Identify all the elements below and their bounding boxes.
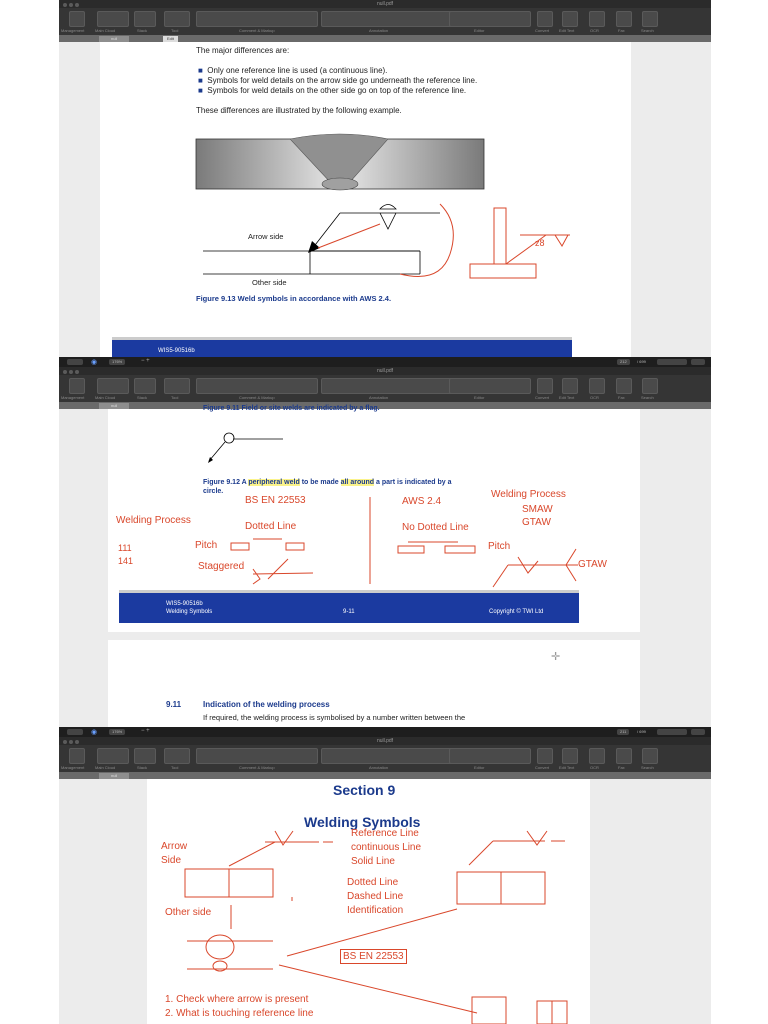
nav-buttons[interactable] xyxy=(657,359,687,365)
toolbar-label: Search xyxy=(641,765,654,770)
toolbar-label: Fax xyxy=(618,395,625,400)
toolbar-label: Annotation xyxy=(369,765,389,770)
toolbar-label: Editor xyxy=(474,395,485,400)
zoom-select[interactable]: 176% xyxy=(109,729,125,735)
toolbar-label: Edit Text xyxy=(559,395,575,400)
editor-tools[interactable] xyxy=(449,11,531,27)
note-no-dotted: No Dotted Line xyxy=(402,522,469,533)
note-other-side: Other side xyxy=(165,907,212,918)
note-bs: BS EN 22553 xyxy=(245,495,306,506)
note-dotted: Dotted Line xyxy=(245,521,297,532)
pdf-window-1 xyxy=(59,0,711,357)
view-icon[interactable]: ◉ xyxy=(91,729,98,736)
caption-prefix: Figure 9.12 A xyxy=(203,479,249,486)
toolbar-label: Search xyxy=(641,395,654,400)
fax-button[interactable] xyxy=(616,378,632,394)
note-arrow: Arrow xyxy=(161,841,188,852)
stack-button[interactable] xyxy=(134,748,156,764)
pdf-window-2 xyxy=(59,367,711,727)
footer-code: WIS5-90516b xyxy=(158,348,195,354)
fullscreen-button[interactable] xyxy=(691,729,705,735)
toolbar xyxy=(59,745,711,772)
illustrated-text: These differences are illustrated by the following example. xyxy=(196,106,402,115)
view-icon[interactable]: ◉ xyxy=(91,359,98,366)
section-title: Section 9 xyxy=(333,782,396,798)
toolbar xyxy=(59,375,711,402)
bullet-text: Symbols for weld details on the arrow side go underneath the reference line. xyxy=(207,76,478,85)
zoom-controls[interactable]: − + xyxy=(141,358,150,364)
toolbar-label: Tool xyxy=(171,765,179,770)
note-aws: AWS 2.4 xyxy=(402,496,442,507)
toolbar-label: Convert xyxy=(535,765,550,770)
toolbar-label: Fax xyxy=(618,28,625,33)
welding-sketch xyxy=(147,779,590,1024)
select-tool-button[interactable] xyxy=(164,378,190,394)
edit-text-button[interactable] xyxy=(562,378,578,394)
cloud-button[interactable] xyxy=(97,11,129,27)
tab-document[interactable]: null xyxy=(99,403,129,409)
figure-caption: Figure 9.13 Weld symbols in accordance with AWS 2.4. xyxy=(196,294,392,303)
window-title: null.pdf xyxy=(376,368,394,374)
window-title: null.pdf xyxy=(376,738,394,744)
toolbar-label: OCR xyxy=(590,765,599,770)
toolbar-label: Convert xyxy=(535,28,550,33)
pdf-page xyxy=(100,42,631,357)
crosshair-cursor: ✛ xyxy=(551,651,561,663)
toolbar-label: Comment & Markup xyxy=(239,765,275,770)
ocr-button[interactable] xyxy=(589,748,605,764)
edit-text-button[interactable] xyxy=(562,748,578,764)
footer-copyright: Copyright © TWI Ltd xyxy=(489,609,544,615)
toolbar-label: Stack xyxy=(137,395,148,400)
note-pitch-left: Pitch xyxy=(195,540,218,551)
nav-buttons[interactable] xyxy=(657,729,687,735)
toolbar-label: Annotation xyxy=(369,395,389,400)
select-tool-button[interactable] xyxy=(164,11,190,27)
red-tee-stem xyxy=(494,208,506,264)
window-title: null.pdf xyxy=(376,1,394,7)
page-title: Welding Symbols xyxy=(304,814,421,830)
title-bar xyxy=(59,367,711,375)
note-ref1: Reference Line xyxy=(351,828,419,839)
convert-button[interactable] xyxy=(537,11,553,27)
zoom-select[interactable]: 176% xyxy=(109,359,125,365)
toolbar-label: Management xyxy=(61,395,85,400)
note-111: 111 xyxy=(118,543,132,553)
pdf-page xyxy=(108,640,640,727)
convert-button[interactable] xyxy=(537,378,553,394)
section-heading: Indication of the welding process xyxy=(203,700,330,709)
toolbar-label: Fax xyxy=(618,765,625,770)
select-tool-button[interactable] xyxy=(164,748,190,764)
sidebar-toggle[interactable] xyxy=(67,359,83,365)
bullet-item: ■ Symbols for weld details on the other side go on top of the reference line. xyxy=(198,86,467,95)
fax-button[interactable] xyxy=(616,11,632,27)
stack-button[interactable] xyxy=(134,11,156,27)
toolbar-label: Stack xyxy=(137,28,148,33)
cut-caption: Figure 9.11 Field or site welds are indicated by a flag. xyxy=(203,405,380,412)
note-check2: 2. What is touching reference line xyxy=(165,1008,314,1019)
note-welding-process-left: Welding Process xyxy=(116,515,191,526)
z8-label: z8 xyxy=(535,238,545,248)
arrow-side-label: Arrow side xyxy=(248,232,284,241)
sidebar-toggle[interactable] xyxy=(67,729,83,735)
toolbar xyxy=(59,8,711,35)
management-button[interactable] xyxy=(69,378,85,394)
highlight-peripheral[interactable]: peripheral weld xyxy=(248,479,300,486)
red-annotation-loop xyxy=(400,204,453,277)
cloud-button[interactable] xyxy=(97,748,129,764)
status-bar xyxy=(59,727,711,737)
section-body: If required, the welding process is symbolised by a number written between the xyxy=(203,713,466,722)
toolbar-label: Comment & Markup xyxy=(239,395,275,400)
toolbar-label: OCR xyxy=(590,395,599,400)
section-number: 9.11 xyxy=(166,700,182,709)
tab-bar xyxy=(59,35,711,42)
management-button[interactable] xyxy=(69,748,85,764)
note-dotted1: Dotted Line xyxy=(347,877,399,888)
title-bar xyxy=(59,0,711,8)
footer-code: WIS5-90516b xyxy=(166,601,203,607)
highlight-all-around[interactable]: all around xyxy=(340,479,375,486)
toolbar-label: Comment & Markup xyxy=(239,28,275,33)
markup-tools[interactable] xyxy=(196,11,318,27)
toolbar-label: Tool xyxy=(171,395,179,400)
page-total: / 699 xyxy=(637,729,646,734)
tab-document[interactable]: null xyxy=(99,773,129,779)
page-total: / 699 xyxy=(637,359,646,364)
note-gtaw-side: GTAW xyxy=(578,559,607,570)
note-ref2: continuous Line xyxy=(351,842,422,853)
weld-root xyxy=(322,178,358,190)
toolbar-label: Edit Text xyxy=(559,28,575,33)
toolbar-label: Search xyxy=(641,28,654,33)
ocr-button[interactable] xyxy=(589,11,605,27)
footer-title: Welding Symbols xyxy=(166,609,213,615)
tab-bar xyxy=(59,402,711,409)
markup-tools[interactable] xyxy=(196,748,318,764)
bullet-text: Only one reference line is used (a continuous line). xyxy=(207,66,388,75)
toolbar-label: Tool xyxy=(171,28,179,33)
toolbar-label: Management xyxy=(61,28,85,33)
pdf-window-3 xyxy=(59,737,711,1024)
toolbar-label: Convert xyxy=(535,395,550,400)
toolbar-label: Management xyxy=(61,765,85,770)
intro-text: The major differences are: xyxy=(196,46,290,55)
toolbar-label: Main Cloud xyxy=(95,395,116,400)
pdf-page xyxy=(147,779,590,1024)
editor-tools[interactable] xyxy=(449,748,531,764)
caption-mid: to be made xyxy=(299,479,341,486)
note-pitch-right: Pitch xyxy=(488,541,511,552)
note-welding-process-right: Welding Process xyxy=(491,489,566,500)
toolbar-label: Main Cloud xyxy=(95,28,116,33)
toolbar-label: Annotation xyxy=(369,28,389,33)
toolbar-label: Editor xyxy=(474,28,485,33)
other-side-label: Other side xyxy=(252,278,287,287)
search-button[interactable] xyxy=(642,11,658,27)
note-ref3: Solid Line xyxy=(351,856,395,867)
editor-tools[interactable] xyxy=(449,378,531,394)
zoom-controls[interactable]: − + xyxy=(141,728,150,734)
page-number[interactable]: 212 xyxy=(617,359,630,365)
management-button[interactable] xyxy=(69,11,85,27)
tab-document[interactable]: null xyxy=(99,36,129,42)
note-smaw: SMAW xyxy=(522,504,553,515)
bullet-text: Symbols for weld details on the other side go on top of the reference line. xyxy=(207,86,467,95)
toolbar-label: OCR xyxy=(590,28,599,33)
red-tee-base xyxy=(470,264,536,278)
note-bs: BS EN 22553 xyxy=(340,949,407,964)
status-bar xyxy=(59,357,711,367)
toolbar-label: Stack xyxy=(137,765,148,770)
toolbar-label: Editor xyxy=(474,765,485,770)
convert-button[interactable] xyxy=(537,748,553,764)
bullet-item: ■ Symbols for weld details on the arrow side go underneath the reference line. xyxy=(198,76,478,85)
note-side: Side xyxy=(161,855,182,866)
ocr-button[interactable] xyxy=(589,378,605,394)
toolbar-label: Main Cloud xyxy=(95,765,116,770)
toolbar-label: Edit Text xyxy=(559,765,575,770)
fax-button[interactable] xyxy=(616,748,632,764)
caption-suffix: a part is indicated by a xyxy=(374,479,452,486)
fullscreen-button[interactable] xyxy=(691,359,705,365)
note-dotted2: Dashed Line xyxy=(347,891,404,902)
note-gtaw: GTAW xyxy=(522,517,551,528)
title-bar xyxy=(59,737,711,745)
bullet-item: ■ Only one reference line is used (a continuous line). xyxy=(198,66,388,75)
edit-tab[interactable]: Edit xyxy=(163,36,178,42)
tab-bar xyxy=(59,772,711,779)
stack-button[interactable] xyxy=(134,378,156,394)
note-check1: 1. Check where arrow is present xyxy=(165,994,309,1005)
note-staggered: Staggered xyxy=(198,561,245,572)
figure-caption-line2: circle. xyxy=(203,488,224,495)
note-141: 141 xyxy=(118,556,134,566)
search-button[interactable] xyxy=(642,378,658,394)
cloud-button[interactable] xyxy=(97,378,129,394)
search-button[interactable] xyxy=(642,748,658,764)
red-annotation-arrow xyxy=(318,224,380,248)
note-dotted3: Identification xyxy=(347,905,404,916)
markup-tools[interactable] xyxy=(196,378,318,394)
footer-page: 9-11 xyxy=(343,609,355,615)
edit-text-button[interactable] xyxy=(562,11,578,27)
page-footer xyxy=(119,590,579,623)
page-number[interactable]: 211 xyxy=(617,729,629,735)
